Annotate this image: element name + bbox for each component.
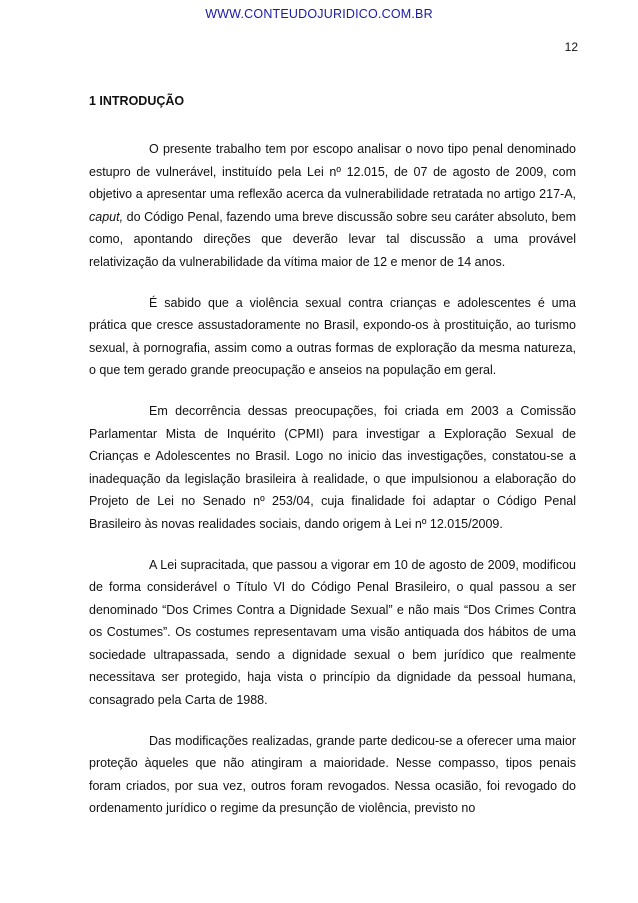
section-title: 1 INTRODUÇÃO — [89, 94, 185, 108]
paragraph-4: A Lei supracitada, que passou a vigorar em 10 de agosto de 2009, modificou de forma considerável o Título VI do Código Penal Brasileiro, o qual passou a ser denominado “Dos Crimes Contra a Dignidade Sexual” e não mais “Dos Crimes Contra os Costumes”. Os costumes representavam uma visão antiquada dos hábitos de uma sociedade ultrapassada, sendo a dignidade sexual o bem jurídico que realmente necessitava ser protegido, haja vista o princípio da dignidade da pessoal humana, consagrado pela Carta de 1988. — [89, 557, 576, 708]
paragraph-1-italic: caput, — [89, 209, 124, 224]
paragraph-1-part-a: O presente trabalho tem por escopo analisar o novo tipo penal denominado estupro de vulnerável, instituído pela Lei nº 12.015, de 07 de agosto de 2009, com objetivo a apresentar uma reflexão acerca da vulnerabilidade retratada no artigo 217-A, — [89, 142, 576, 202]
paragraph-1-part-b: do Código Penal, fazendo uma breve discussão sobre seu caráter absoluto, bem como, apontando direções que deverão levar tal discussão a uma provável relativização da vulnerabilidade da vítima maior de 12 e menor de 14 anos. — [89, 209, 576, 269]
page-number: 12 — [564, 40, 578, 54]
paragraph-5: Das modificações realizadas, grande parte dedicou-se a oferecer uma maior proteção àqueles que não atingiram a maioridade. Nesse compasso, tipos penais foram criados, por sua vez, outros foram revogados. Nessa ocasião, foi revogado do ordenamento jurídico o regime da presunção de violência, previsto no — [89, 733, 576, 816]
body-text — [89, 138, 576, 838]
paragraph-2: É sabido que a violência sexual contra crianças e adolescentes é uma prática que cresce assustadoramente no Brasil, expondo-os à prostituição, ao turismo sexual, à pornografia, assim como a outras formas de exploração da mesma natureza, o que tem gerado grande preocupação e anseios na população em geral. — [89, 295, 576, 378]
paragraph-1 — [89, 138, 576, 274]
paragraph-3: Em decorrência dessas preocupações, foi criada em 2003 a Comissão Parlamentar Mista de Inquérito (CPMI) para investigar a Exploração Sexual de Crianças e Adolescentes no Brasil. Logo no inicio das investigações, constatou-se a inadequação da legislação brasileira à realidade, o que impulsionou a elaboração do Projeto de Lei no Senado nº 253/04, cuja finalidade foi adaptar o Código Penal Brasileiro às novas realidades sociais, dando origem à Lei nº 12.015/2009. — [89, 403, 576, 531]
header-url: WWW.CONTEUDOJURIDICO.COM.BR — [205, 7, 433, 21]
